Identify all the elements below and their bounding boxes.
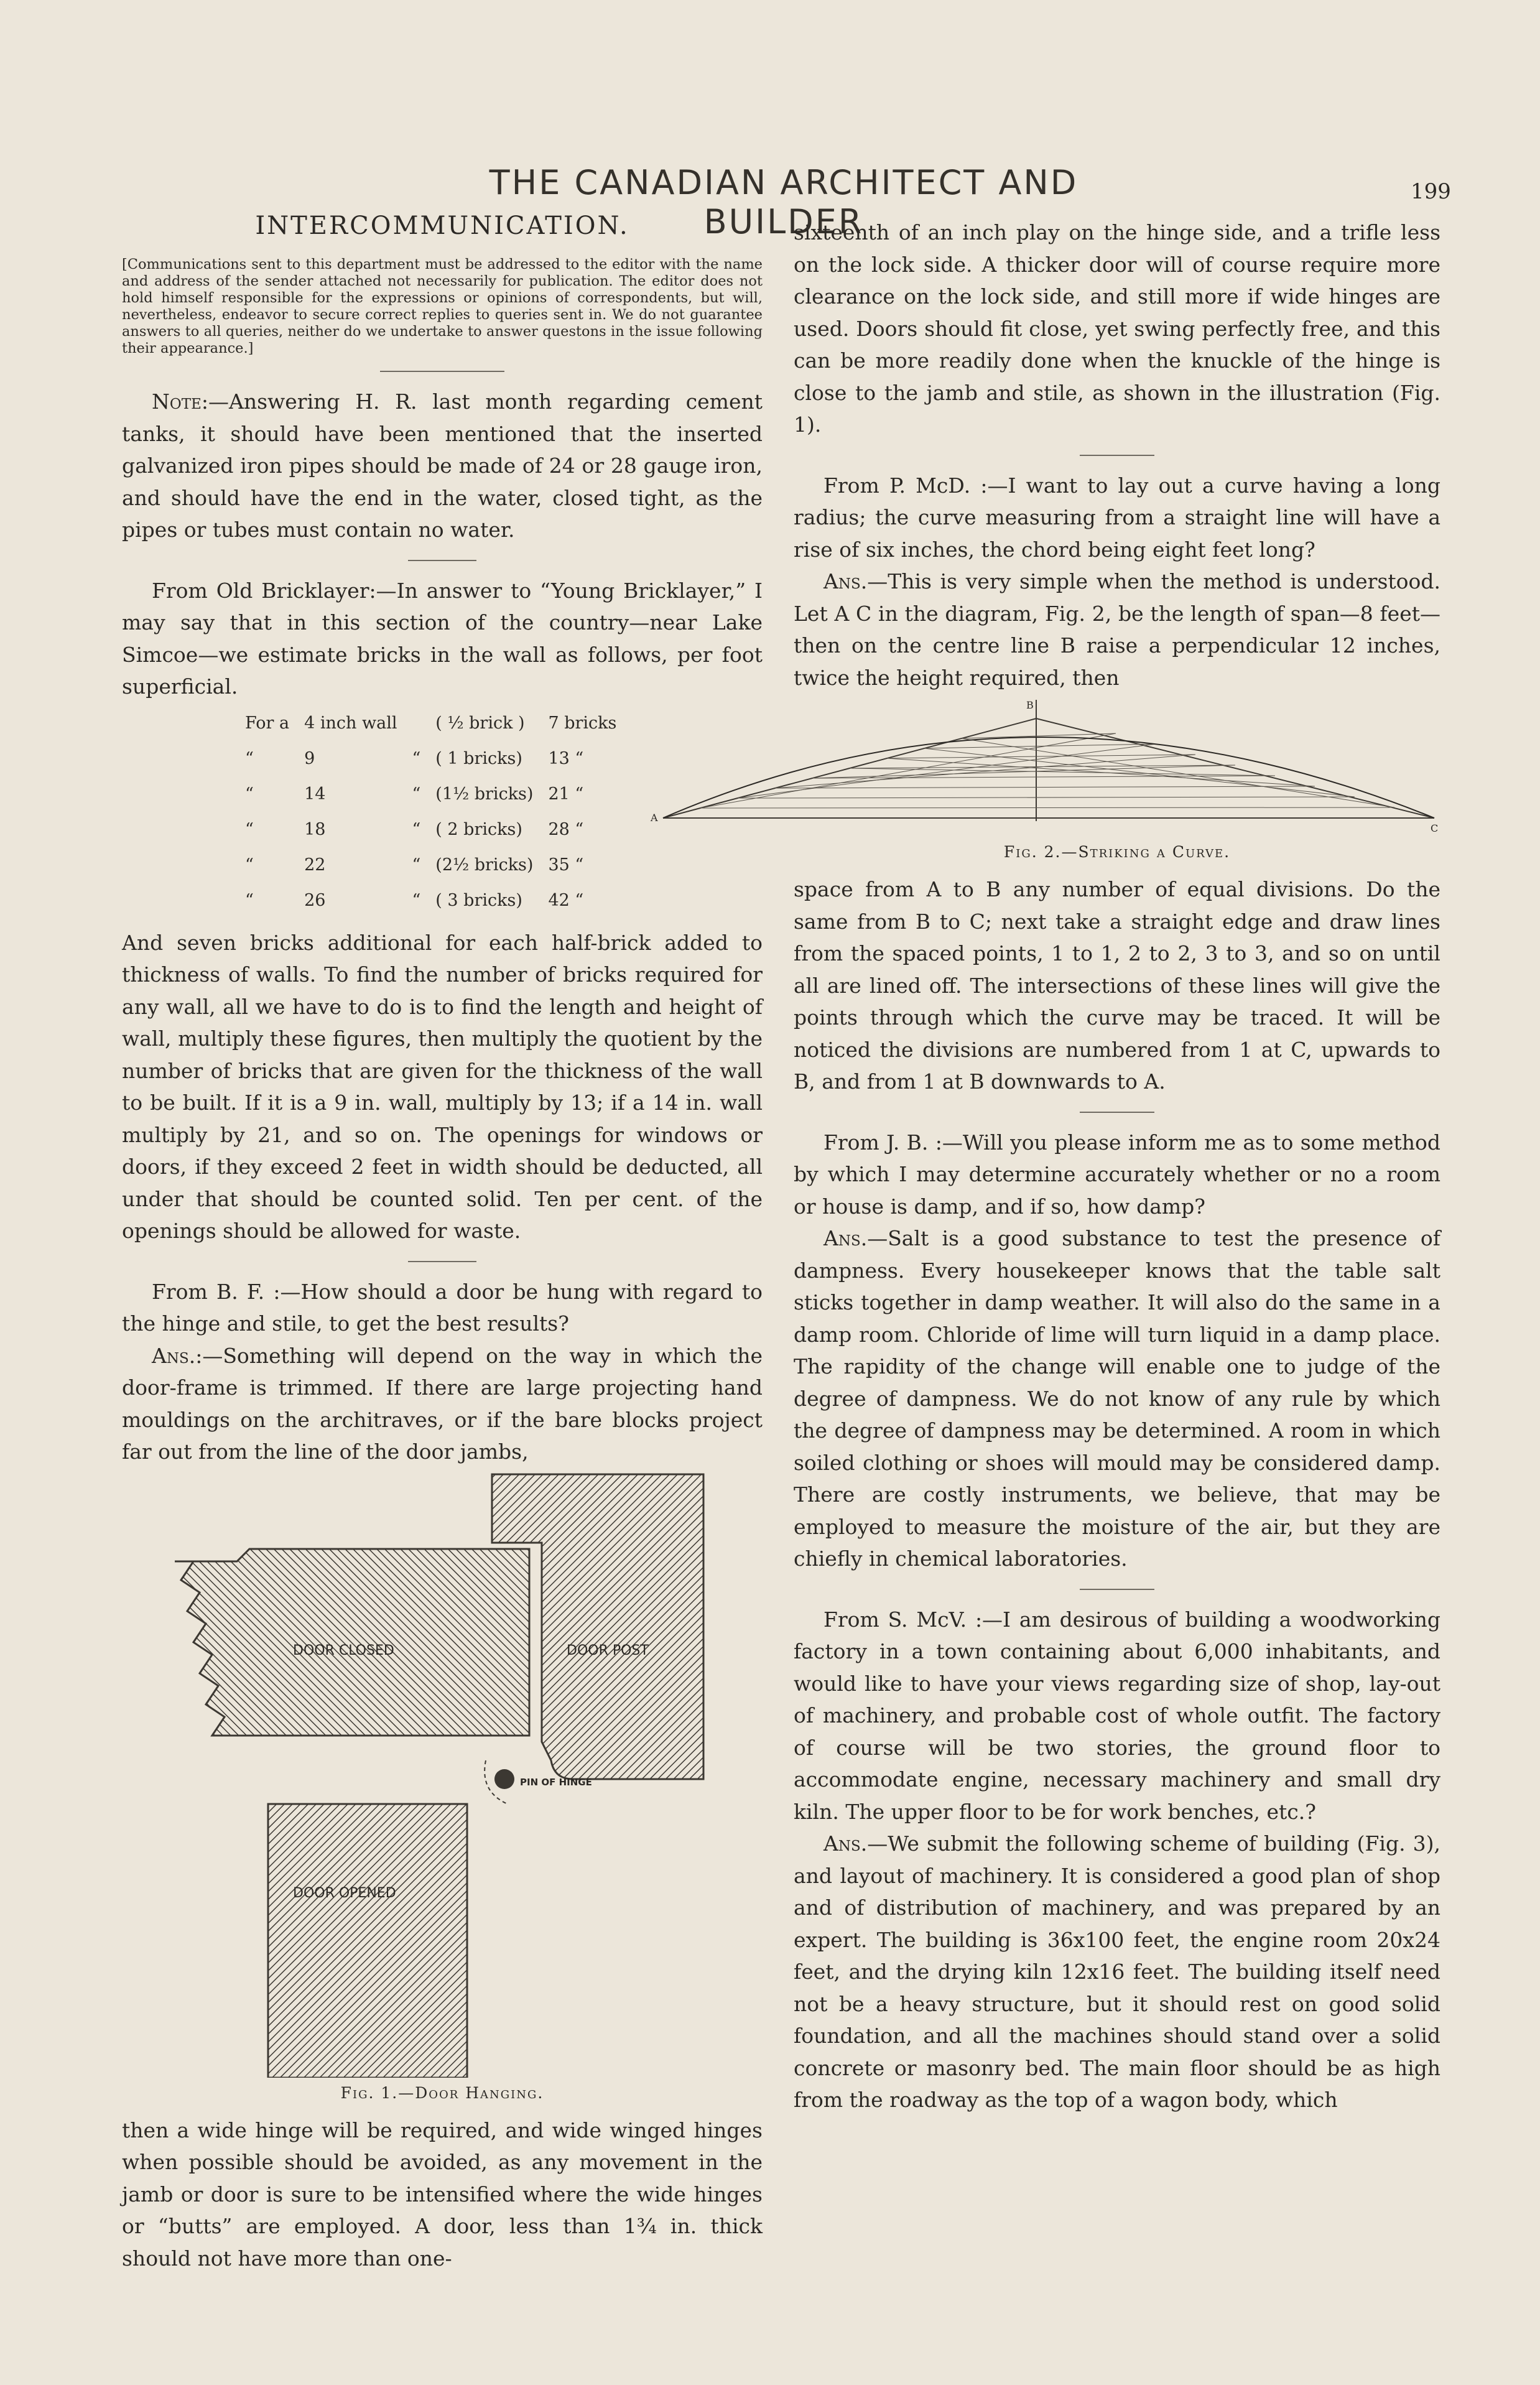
- smcv-answer-text: —We submit the following scheme of building (Fig. 3), and layout of machinery. It is considered a good plan of shop and of distribution of machinery, and was prepared by an expert. The building is 36x100 feet, the engine room 20x24 feet, and the drying kiln 12x16 feet. The building itself need not be a heavy structure, but it should rest on good solid foundation, and all the machines should stand over a solid concrete or masonry bed. The main floor should be as high from the roadway as the top of a wagon body, which: [794, 1831, 1440, 2112]
- divider: [380, 371, 504, 372]
- answer-label: Ans.: [823, 1831, 868, 1856]
- table-row: “ 14 “ (1½ bricks) 21 “: [245, 784, 584, 804]
- right-column: [651, 216, 1440, 2116]
- fig2-caption: Fig. 2.—Striking a Curve.: [1003, 843, 1231, 861]
- brick-table: [245, 705, 631, 918]
- pmcd-answer: [794, 565, 1440, 694]
- striking-curve-figure: [638, 694, 1440, 837]
- point-b-label: B: [1026, 699, 1034, 711]
- answer-label: Ans.: [823, 569, 868, 593]
- page-number: 199: [1411, 179, 1451, 204]
- label-door-closed: DOOR CLOSED: [293, 1642, 394, 1658]
- divider: [1080, 1112, 1154, 1113]
- answer-label: Ans.: [152, 1343, 196, 1368]
- pmcd-answer-text: —This is very simple when the method is understood. Let A C in the diagram, Fig. 2, be the length of span—8 feet—then on the centre line B raise a perpendicular 12 inches, twice the height required, then: [794, 569, 1440, 690]
- table-row: For a 4 inch wall ( ½ brick ) 7 bricks: [245, 713, 617, 733]
- construction-lines: [700, 733, 1394, 808]
- bricklayer-body: And seven bricks additional for each half-brick added to thickness of walls. To find the number of bricks required for any wall, all we have to do is to find the length and height of wall, multiply these figures, then multiply the quotient by the number of bricks that are given for the thickness of the wall to be built. If it is a 9 in. wall, multiply by 13; if a 14 in. wall multiply by 21, and so on. The openings for windows or doors, if they exceed 2 feet in width should be deducted, all under that should be counted solid. Ten per cent. of the openings should be allowed for waste.: [122, 930, 763, 1243]
- divider: [408, 560, 476, 561]
- smcv-question: From S. McV. :—I am desirous of building a woodworking factory in a town containing about 6,000 inhabitants, and would like to have your views regarding size of shop, lay-out of machinery, and probable cost of whole outfit. The factory of course will be two stories, the ground floor to accommodate engine, necessary machinery and small dry kiln. The upper floor to be for work benches, etc.?: [794, 1607, 1440, 1824]
- traced-curve: [663, 737, 1434, 818]
- note-text: :—Answering H. R. last month regarding cement tanks, it should have been mentioned that the inserted galvanized iron pipes should be made of 24 or 28 gauge iron, and should have the end in the water, closed tight, as the pipes or tubes must contain no water.: [122, 389, 763, 542]
- door-opened-shape: [268, 1804, 467, 2078]
- jb-answer: [794, 1222, 1440, 1575]
- note-cement-tanks: [122, 386, 763, 546]
- door-hanging-figure: [169, 1468, 716, 2078]
- hinge-pin-marker: [494, 1769, 514, 1789]
- table-row: “ 9 “ ( 1 bricks) 13 “: [245, 748, 584, 768]
- door-continued: sixteenth of an inch play on the hinge side, and a trifle less on the lock side. A thicker door will of course require more clearance on the lock side, and still more if wide hinges are used. Doors should fit close, yet swing perfectly free, and this can be more readily done when the knuckle of the hinge is close to the jamb and stile, as shown in the illustration (Fig. 1).: [794, 220, 1440, 437]
- jb-answer-text: —Salt is a good substance to test the presence of dampness. Every housekeeper knows that the table salt sticks together in damp weather. It will also do the same in a damp room. Chloride of lime will turn liquid in a damp place. The rapidity of the change will enable one to judge of the degree of dampness. We do not know of any rule by which the degree of dampness may be determined. A room in which soiled clothing or shoes will mould may be considered damp. There are costly instruments, we believe, that may be employed to measure the moisture of the air, but they are chiefly in chemical laboratories.: [794, 1226, 1440, 1571]
- point-a-label: A: [651, 812, 658, 824]
- answer-label: Ans.: [823, 1226, 868, 1250]
- door-closed-shape: [175, 1549, 529, 1736]
- bf-answer-text: :—Something will depend on the way in which the door-frame is trimmed. If there are large projecting hand mouldings on the architraves, or if the bare blocks project far out from the line of the door jambs,: [122, 1343, 763, 1464]
- jb-question: From J. B. :—Will you please inform me as to some method by which I may determine accurately whether or no a room or house is damp, and if so, how damp?: [794, 1130, 1440, 1219]
- smcv-answer: [794, 1828, 1440, 2116]
- bf-answer: [122, 1340, 763, 1468]
- table-row: “ 18 “ ( 2 bricks) 28 “: [245, 819, 584, 839]
- left-column: [122, 205, 763, 2274]
- pmcd-question: From P. McD. :—I want to lay out a curve having a long radius; the curve measuring from a straight line will have a rise of six inches, the chord being eight feet long?: [794, 473, 1440, 562]
- point-c-label: C: [1431, 822, 1439, 834]
- note-label: Note: [152, 389, 202, 414]
- editorial-notice: [Communications sent to this department must be addressed to the editor with the name and address of the sender attached not necessarily for publication. The editor does not hold himself responsible for the expressions or opinions of correspondents, but will, nevertheless, endeavor to secure correct replies to queries sent in. We do not guarantee answers to all queries, neither do we undertake to answer questons in the issue following their appearance.]: [122, 256, 763, 356]
- table-row: “ 22 “ (2½ bricks) 35 “: [245, 855, 584, 875]
- divider: [408, 1261, 476, 1262]
- publication-title: THE CANADIAN ARCHITECT AND BUILDER: [489, 163, 1078, 241]
- divider: [1080, 455, 1154, 456]
- bf-question: From B. F. :—How should a door be hung with regard to the hinge and stile, to get the best results?: [122, 1279, 763, 1336]
- divider: [1080, 1589, 1154, 1590]
- fig1-caption: Fig. 1.—Door Hanging.: [340, 2083, 544, 2102]
- section-heading: INTERCOMMUNICATION.: [255, 212, 629, 240]
- table-row: “ 26 “ ( 3 bricks) 42 “: [245, 890, 584, 910]
- pmcd-continued: space from A to B any number of equal divisions. Do the same from B to C; next take a straight edge and draw lines from the spaced points, 1 to 1, 2 to 2, 3 to 3, and so on until all are lined off. The intersections of these lines will give the points through which the curve may be traced. It will be noticed the divisions are numbered from 1 at C, upwards to B, and from 1 at B downwards to A.: [794, 877, 1440, 1094]
- label-pin-of-hinge: PIN OF HINGE: [520, 1776, 592, 1788]
- label-door-post: DOOR POST: [567, 1642, 649, 1658]
- label-door-opened: DOOR OPENED: [293, 1885, 396, 1901]
- bricklayer-intro: From Old Bricklayer:—In answer to “Young Bricklayer,” I may say that in this section of the country—near Lake Simcoe—we estimate bricks in the wall as follows, per foot superficial.: [122, 578, 763, 699]
- bf-continued: then a wide hinge will be required, and wide winged hinges when possible should be avoided, as any movement in the jamb or door is sure to be intensified where the wide hinges or “butts” are employed. A door, less than 1¾ in. thick should not have more than one-: [122, 2118, 763, 2271]
